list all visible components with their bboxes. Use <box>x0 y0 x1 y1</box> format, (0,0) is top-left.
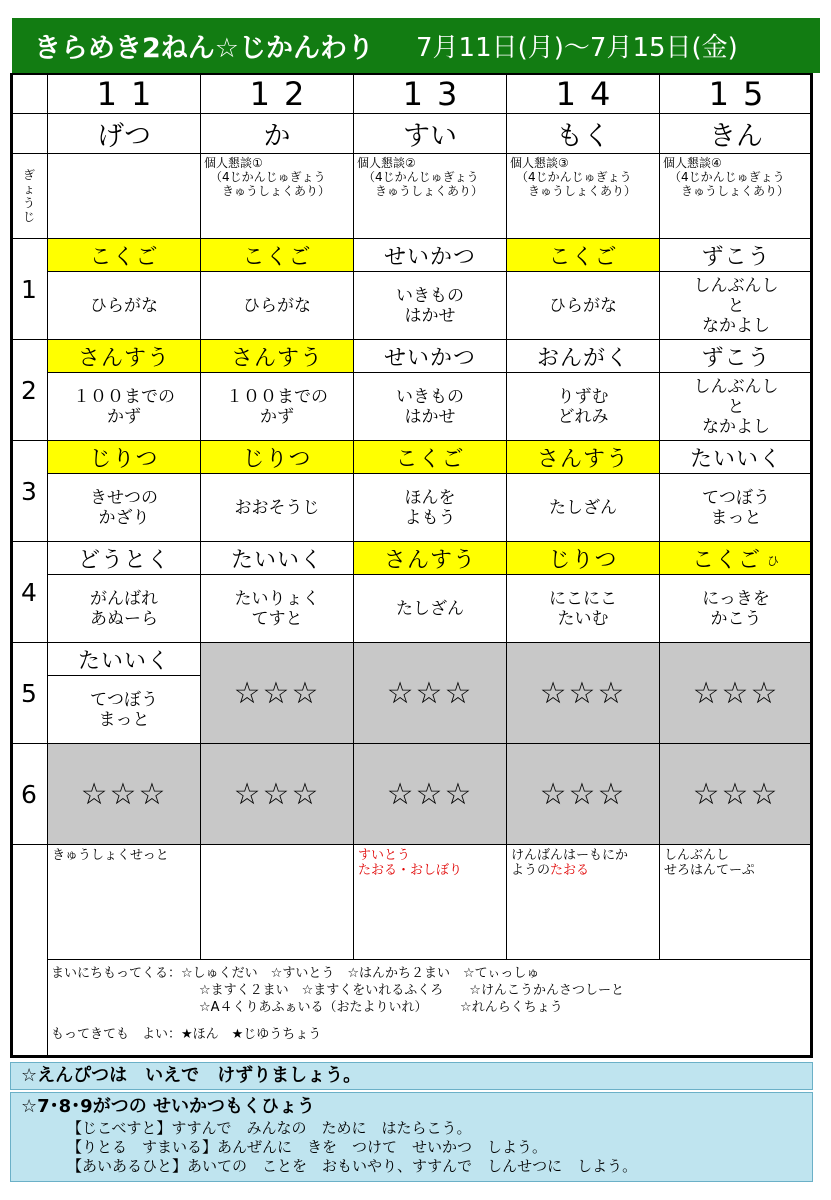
everyday-items: ☆A４くりあふぁいる（おたよりいれ） ☆れんらくちょう <box>199 1000 563 1015</box>
small-mark: ひ <box>767 554 781 568</box>
day-name: きん <box>660 114 813 154</box>
event-line: （4じかんじゅぎょう <box>516 170 632 184</box>
gyouji-char: う <box>22 196 35 210</box>
bring-item-line: しんぶんし <box>664 848 730 863</box>
activity-line: まっと <box>98 709 150 730</box>
day-number: 12 <box>201 74 354 114</box>
activity-line: てすと <box>251 608 303 629</box>
day-name: か <box>201 114 354 154</box>
free-period-cell: ☆☆☆ <box>354 643 507 744</box>
activity-line: しんぶんし <box>693 275 779 296</box>
subject-name: じりつ <box>89 446 159 472</box>
goal-1: 【じこべすと】すすんで みんなの ために はたらこう。 <box>67 1119 472 1137</box>
event-line: （4じかんじゅぎょう <box>363 170 479 184</box>
subject-name: せいかつ <box>383 345 476 371</box>
event-line: 個人懇談④ <box>663 156 722 170</box>
date-range: 7月11日(月)〜7月15日(金) <box>416 33 738 63</box>
subject-name: さんすう <box>77 345 170 371</box>
bring-item-text: たおる <box>550 863 590 878</box>
event-line: （4じかんじゅぎょう <box>210 170 326 184</box>
subject-name: おんがく <box>536 345 629 371</box>
activity-line: はかせ <box>404 406 456 427</box>
activity-line: てつぼう <box>90 689 158 710</box>
free-period-cell: ☆☆☆ <box>201 643 354 744</box>
activity-line: にこにこ <box>549 588 617 609</box>
everyday-label: まいにちもってくる： <box>51 966 182 981</box>
pencil-notice: ☆えんぴつは いえで けずりましょう。 <box>10 1062 813 1090</box>
activity-line: たいりょく <box>234 588 320 609</box>
activity-line: １００までの <box>73 386 175 407</box>
period-label: 5 <box>11 643 48 744</box>
event-line: きゅうしょくあり） <box>375 184 484 198</box>
activity-line: たしざん <box>549 497 617 518</box>
free-period-cell: ☆☆☆ <box>507 643 660 744</box>
day-name: げつ <box>48 114 201 154</box>
everyday-items: ☆しゅくだい ☆すいとう ☆はんかち２まい ☆てぃっしゅ <box>181 966 540 981</box>
activity-line: りずむ <box>557 386 609 407</box>
day-number: 14 <box>507 74 660 114</box>
activity-line: かず <box>107 406 141 427</box>
life-goals-box <box>10 1092 813 1182</box>
subject-name: せいかつ <box>383 244 476 270</box>
activity-line: たいむ <box>557 608 609 629</box>
activity-line: ひらがな <box>243 295 311 316</box>
subject-name: こくご <box>242 244 312 270</box>
activity-line: なかよし <box>702 315 770 336</box>
gyouji-char: ょ <box>22 182 35 196</box>
event-line: （4じかんじゅぎょう <box>669 170 785 184</box>
subject-name: さんすう <box>230 345 323 371</box>
subject-name: たいいく <box>689 446 782 472</box>
bring-item-line: たおる・おしぼり <box>358 863 463 878</box>
subject-name: ずこう <box>701 244 771 270</box>
activity-line: よもう <box>404 507 456 528</box>
optional-items: もってきても よい：★ほん ★じゆうちょう <box>51 1027 322 1042</box>
day-number: 15 <box>660 74 813 114</box>
day-number: 13 <box>354 74 507 114</box>
activity-line: いきもの <box>396 386 464 407</box>
subject-name: こくご <box>548 244 618 270</box>
event-line: 個人懇談① <box>204 156 263 170</box>
activity-line: しんぶんし <box>693 376 779 397</box>
subject-name: じりつ <box>548 547 618 573</box>
activity-line: てつぼう <box>702 487 770 508</box>
period-label: 6 <box>11 744 48 845</box>
free-period-cell: ☆☆☆ <box>660 643 813 744</box>
free-period-cell: ☆☆☆ <box>48 744 201 845</box>
bring-item-line: せろはんてーぷ <box>664 863 755 878</box>
bring-item-line: すいとう <box>358 848 411 863</box>
life-goals-title: ☆7･8･9がつの せいかつもくひょう <box>21 1096 315 1117</box>
everyday-items: ☆ますく２まい ☆ますくをいれるふくろ ☆けんこうかんさつしーと <box>199 983 624 998</box>
free-period-cell: ☆☆☆ <box>354 744 507 845</box>
activity-line: どれみ <box>557 406 609 427</box>
activity-line: なかよし <box>702 416 770 437</box>
activity-line: あぬーら <box>90 608 158 629</box>
day-number: 11 <box>48 74 201 114</box>
activity-line: おおそうじ <box>234 497 320 518</box>
activity-line: ひらがな <box>549 295 617 316</box>
free-period-cell: ☆☆☆ <box>660 744 813 845</box>
goal-2: 【りとる すまいる】あんぜんに きを つけて せいかつ しよう。 <box>67 1138 548 1156</box>
gyouji-char: ぎ <box>22 168 35 182</box>
subject-name: じりつ <box>242 446 312 472</box>
bring-item-text: ようの <box>511 863 551 878</box>
free-period-cell: ☆☆☆ <box>201 744 354 845</box>
activity-line: １００までの <box>226 386 328 407</box>
period-label: 1 <box>11 239 48 340</box>
activity-line: がんばれ <box>90 588 158 609</box>
activity-line: ほんを <box>404 487 456 508</box>
activity-line: にっきを <box>702 588 770 609</box>
subject-name: こくご <box>691 547 761 573</box>
activity-line: たしざん <box>396 598 464 619</box>
subject-name: こくご <box>395 446 465 472</box>
goal-3: 【あいあるひと】あいての ことを おもいやり、すすんで しんせつに しよう。 <box>67 1157 638 1175</box>
event-line: きゅうしょくあり） <box>222 184 331 198</box>
activity-line: はかせ <box>404 305 456 326</box>
activity-line: と <box>727 295 745 316</box>
activity-line: かざり <box>98 507 150 528</box>
subject-name: さんすう <box>383 547 476 573</box>
day-name: すい <box>354 114 507 154</box>
event-line: きゅうしょくあり） <box>681 184 790 198</box>
subject-name: こくご <box>89 244 159 270</box>
activity-line: かず <box>260 406 294 427</box>
period-label: 3 <box>11 441 48 542</box>
free-period-cell: ☆☆☆ <box>507 744 660 845</box>
period-label: 2 <box>11 340 48 441</box>
activity-line: まっと <box>710 507 762 528</box>
subject-name: たいいく <box>77 648 170 674</box>
page-title: きらめき2ねん☆じかんわり <box>34 33 374 64</box>
period-label: 4 <box>11 542 48 643</box>
activity-line: ひらがな <box>90 295 158 316</box>
event-line: きゅうしょくあり） <box>528 184 637 198</box>
activity-line: いきもの <box>396 285 464 306</box>
gyouji-char: じ <box>22 210 35 224</box>
activity-line: きせつの <box>90 487 158 508</box>
subject-name: どうとく <box>77 547 170 573</box>
activity-line: かこう <box>710 608 762 629</box>
bring-item-line: きゅうしょくせっと <box>52 848 169 863</box>
subject-name: ずこう <box>701 345 771 371</box>
page-header <box>12 18 820 73</box>
bring-item-line: けんばんはーもにか <box>511 848 629 863</box>
event-line: 個人懇談② <box>357 156 416 170</box>
subject-name: たいいく <box>230 547 323 573</box>
subject-name: さんすう <box>536 446 629 472</box>
activity-line: と <box>727 396 745 417</box>
timetable-frame <box>10 73 813 1058</box>
day-name: もく <box>507 114 660 154</box>
event-line: 個人懇談③ <box>510 156 569 170</box>
